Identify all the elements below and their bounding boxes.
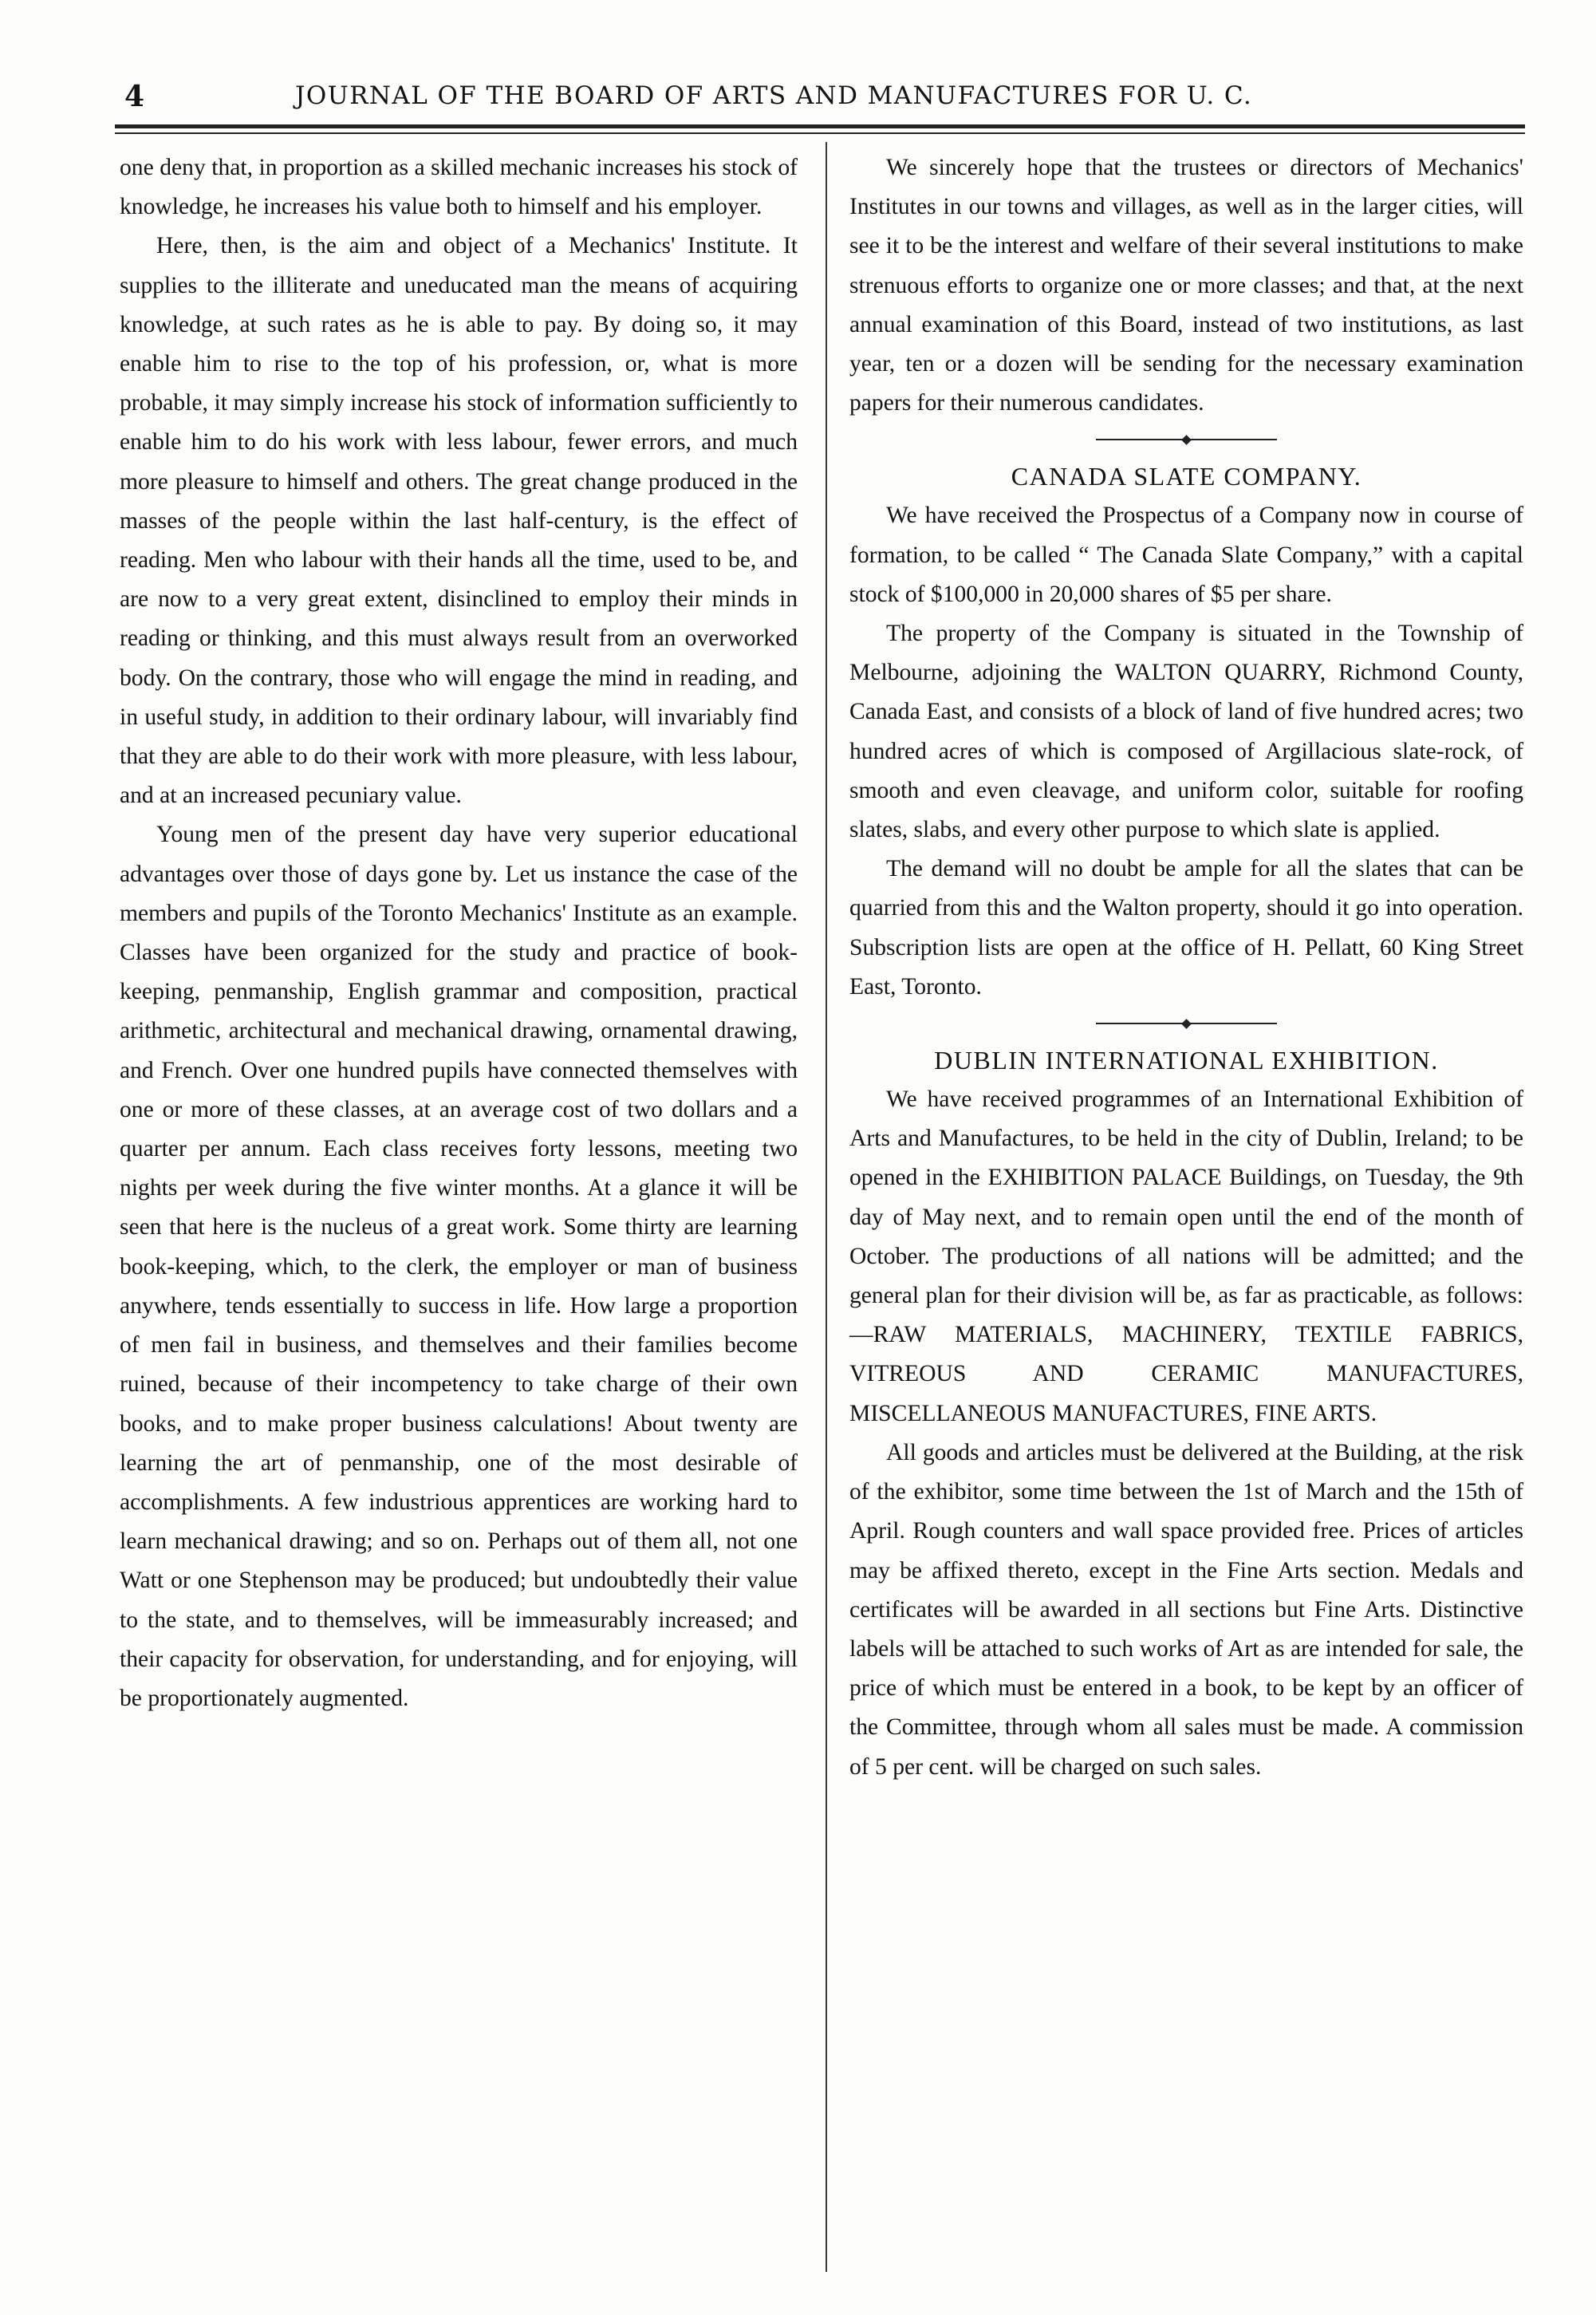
right-paragraph-1: We sincerely hope that the trustees or directors of Mechanics' Institutes in our towns and villages, as well as in the larger cities, will see it to be the interest and welfare of their several institutions to make strenuous efforts to organize one or more classes; and that, at the next annual examination of this Board, instead of two institutions, as last year, ten or a dozen will be sending for the necessary examination papers for their numerous candidates. bbox=[849, 155, 1523, 416]
canada-slate-paragraph-1: We have received the Prospectus of a Company now in course of formation, to be called “ The Canada Slate Company,” with a capital stock of $100,000 in 20,000 shares of $5 per share. bbox=[849, 503, 1523, 607]
header-rule-thin bbox=[115, 132, 1525, 134]
right-column bbox=[849, 148, 1523, 1787]
column-divider bbox=[826, 142, 827, 2272]
section-divider-2 bbox=[849, 1007, 1523, 1040]
section-divider-1 bbox=[849, 423, 1523, 456]
dublin-exhibition-paragraph-2: All goods and articles must be delivered at the Building, at the risk of the exhibitor, some time between the 1st of March and the 15th of April. Rough counters and wall space provided free. Prices of articles may be affixed thereto, except in the Fine Arts section. Medals and certificates will be awarded in all sections but Fine Arts. Distinctive labels will be attached to such works of Art as are intended for sale, the price of which must be entered in a book, to be kept by an officer of the Committee, through whom all sales must be made. A commission of 5 per cent. will be charged on such sales. bbox=[849, 1439, 1523, 1780]
dublin-exhibition-paragraph-1: We have received programmes of an International Exhibition of Arts and Manufactures, to be held in the city of Dublin, Ireland; to be opened in the EXHIBITION PALACE Buildings, on Tuesday, the 9th day of May next, and to remain open until the end of the month of October. The productions of all nations will be admitted; and the general plan for their division will be, as far as practicable, as follows:—RAW MATERIALS, MACHINERY, TEXTILE FABRICS, VITREOUS AND CERAMIC MANUFACTURES, MISCELLANEOUS MANUFACTURES, FINE ARTS. bbox=[849, 1087, 1523, 1426]
diamond-ornament-icon bbox=[1181, 435, 1192, 445]
header-rule-thick bbox=[115, 124, 1525, 128]
page-header bbox=[120, 77, 1523, 124]
left-paragraph-2: Here, then, is the aim and object of a Mechanics' Institute. It supplies to the illiterate and uneducated man the means of acquiring knowledge, at such rates as he is able to pay. By doing so, it may enable him to rise to the top of his profession, or, what is more probable, it may simply increase his stock of information sufficiently to enable him to do his work with less labour, fewer errors, and much more pleasure to himself and others. The great change produced in the masses of the people within the last half-century, is the effect of reading. Men who labour with their hands all the time, used to be, and are now to a very great extent, disinclined to employ their minds in reading or thinking, and this must always result from an overworked body. On the contrary, those who will engage the mind in reading, and in useful study, in addition to their ordinary labour, will invariably find that they are able to do their work with more pleasure, with less labour, and at an increased pecuniary value. bbox=[120, 233, 798, 809]
dublin-exhibition-heading: DUBLIN INTERNATIONAL EXHIBITION. bbox=[934, 1046, 1439, 1075]
canada-slate-paragraph-3: The demand will no doubt be ample for all the slates that can be quarried from this and the Walton property, should it go into operation. Subscription lists are open at the office of H. Pellatt, 60 King Street East, Toronto. bbox=[849, 856, 1523, 1000]
page-number: 4 bbox=[124, 80, 145, 113]
left-column bbox=[120, 148, 798, 1718]
left-paragraph-1: one deny that, in proportion as a skilled mechanic increases his stock of knowledge, he increases his value both to himself and his employer. bbox=[120, 155, 798, 220]
diamond-ornament-icon bbox=[1181, 1019, 1192, 1029]
canada-slate-heading: CANADA SLATE COMPANY. bbox=[1011, 462, 1362, 491]
left-paragraph-3: Young men of the present day have very superior educational advantages over those of days gone by. Let us instance the case of the members and pupils of the Toronto Mechanics' Institute as an example. Classes have been organized for the study and practice of book-keeping, penmanship, English grammar and composition, practical arithmetic, architectural and mechanical drawing, ornamental drawing, and French. Over one hundred pupils have connected themselves with one or more of these classes, at an average cost of two dollars and a quarter per annum. Each class receives forty lessons, meeting two nights per week during the five winter months. At a glance it will be seen that here is the nucleus of a great work. Some thirty are learning book-keeping, which, to the clerk, the employer or man of business anywhere, tends essentially to success in life. How large a proportion of men fail in business, and themselves and their families become ruined, because of their incompetency to take charge of their own books, and to make proper business calculations! About twenty are learning the art of penmanship, one of the most desirable of accomplishments. A few industrious apprentices are working hard to learn mechanical drawing; and so on. Perhaps out of them all, not one Watt or one Stephenson may be produced; but undoubtedly their value to the state, and to themselves, will be immeasurably increased; and their capacity for observation, for understanding, and for enjoying, will be proportionately augmented. bbox=[120, 822, 798, 1711]
running-head: JOURNAL OF THE BOARD OF ARTS AND MANUFACTURES FOR U. C. bbox=[295, 81, 1253, 110]
canada-slate-paragraph-2: The property of the Company is situated in the Township of Melbourne, adjoining the WALTON QUARRY, Richmond County, Canada East, and consists of a block of land of five hundred acres; two hundred acres of which is composed of Argillacious slate-rock, of smooth and even cleavage, and uniform color, suitable for roofing slates, slabs, and every other purpose to which slate is applied. bbox=[849, 621, 1523, 843]
